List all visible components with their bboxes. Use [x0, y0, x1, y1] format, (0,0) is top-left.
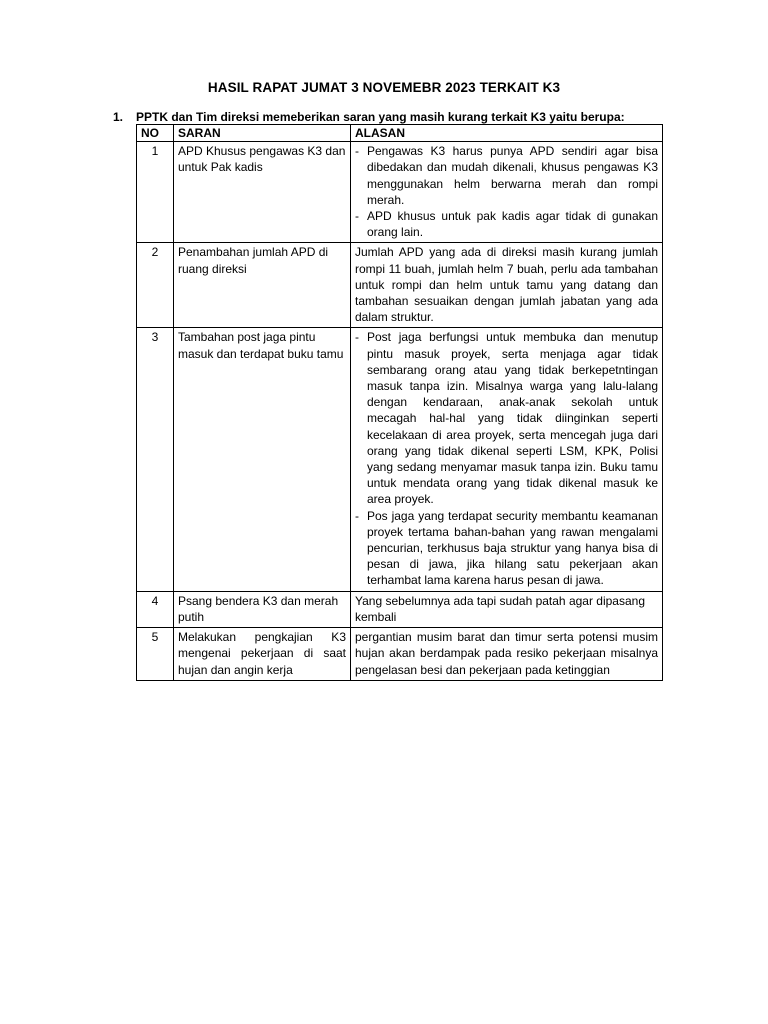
alasan-bullet: - APD khusus untuk pak kadis agar tidak di gunakan orang lain.: [355, 209, 658, 240]
table-row: [137, 243, 663, 328]
cell-no: 4: [137, 591, 174, 627]
table-row: [137, 328, 663, 591]
cell-alasan: [351, 142, 663, 243]
cell-no: 3: [137, 328, 174, 591]
cell-saran: Tambahan post jaga pintu masuk dan terdapat buku tamu: [174, 328, 351, 591]
intro-number: 1.: [113, 110, 124, 124]
alasan-bullet: - Pos jaga yang terdapat security membantu keamanan proyek tertama bahan-bahan yang rawan mengalami pencurian, terkhusus baja struktur yang hanya bisa di pesan di jawa, jika hilang satu pekerjaan akan terhambat lama karena harus pesan di jawa.: [355, 508, 658, 588]
cell-alasan: Jumlah APD yang ada di direksi masih kurang jumlah rompi 11 buah, jumlah helm 7 buah, perlu ada tambahan untuk rompi dan helm untuk tamu yang datang dan tambahan sesuaikan dengan jumlah jabatan yang ada dalam struktur.: [351, 243, 663, 328]
cell-alasan: [351, 328, 663, 591]
header-no: NO: [137, 125, 174, 142]
cell-no: 5: [137, 628, 174, 681]
intro-text: PPTK dan Tim direksi memeberikan saran yang masih kurang terkait K3 yaitu berupa:: [136, 110, 625, 124]
table-header-row: [137, 125, 663, 142]
alasan-bullet: - Pengawas K3 harus punya APD sendiri agar bisa dibedakan dan mudah dikenali, khusus pengawas K3 menggunakan helm berwarna merah dan rompi merah.: [355, 144, 658, 207]
cell-saran: Psang bendera K3 dan merah putih: [174, 591, 351, 627]
alasan-bullet: - Post jaga berfungsi untuk membuka dan menutup pintu masuk proyek, serta menjaga agar tidak sembarang orang atau yang tidak berkepetntingan masuk tanpa izin. Misalnya warga yang lalu-lalang dengan kendaraan, anak-anak sekolah untuk mecagah hal-hal yang tidak diinginkan seperti kecelakaan di area proyek, serta mencegah juga dari orang yang tidak dikenal seperti LSM, KPK, Polisi yang sedang menyamar masuk tanpa izin. Buku tamu untuk mendata orang yang tidak dikenal masuk ke area proyek.: [355, 330, 658, 507]
cell-no: 2: [137, 243, 174, 328]
page-title: HASIL RAPAT JUMAT 3 NOVEMEBR 2023 TERKAIT K3: [207, 80, 561, 95]
cell-alasan: pergantian musim barat dan timur serta potensi musim hujan akan berdampak pada resiko pekerjaan misalnya pengelasan besi dan pekerjaan pada ketinggian: [351, 628, 663, 681]
cell-saran: Melakukan pengkajian K3 mengenai pekerjaan di saat hujan dan angin kerja: [174, 628, 351, 681]
header-alasan: ALASAN: [351, 125, 663, 142]
cell-saran: Penambahan jumlah APD di ruang direksi: [174, 243, 351, 328]
intro-paragraph: [113, 110, 673, 124]
saran-table: [136, 124, 663, 681]
cell-alasan: Yang sebelumnya ada tapi sudah patah agar dipasang kembali: [351, 591, 663, 627]
table-row: [137, 142, 663, 243]
table-row: [137, 591, 663, 627]
table-row: [137, 628, 663, 681]
header-saran: SARAN: [174, 125, 351, 142]
cell-no: 1: [137, 142, 174, 243]
cell-saran: APD Khusus pengawas K3 dan untuk Pak kadis: [174, 142, 351, 243]
